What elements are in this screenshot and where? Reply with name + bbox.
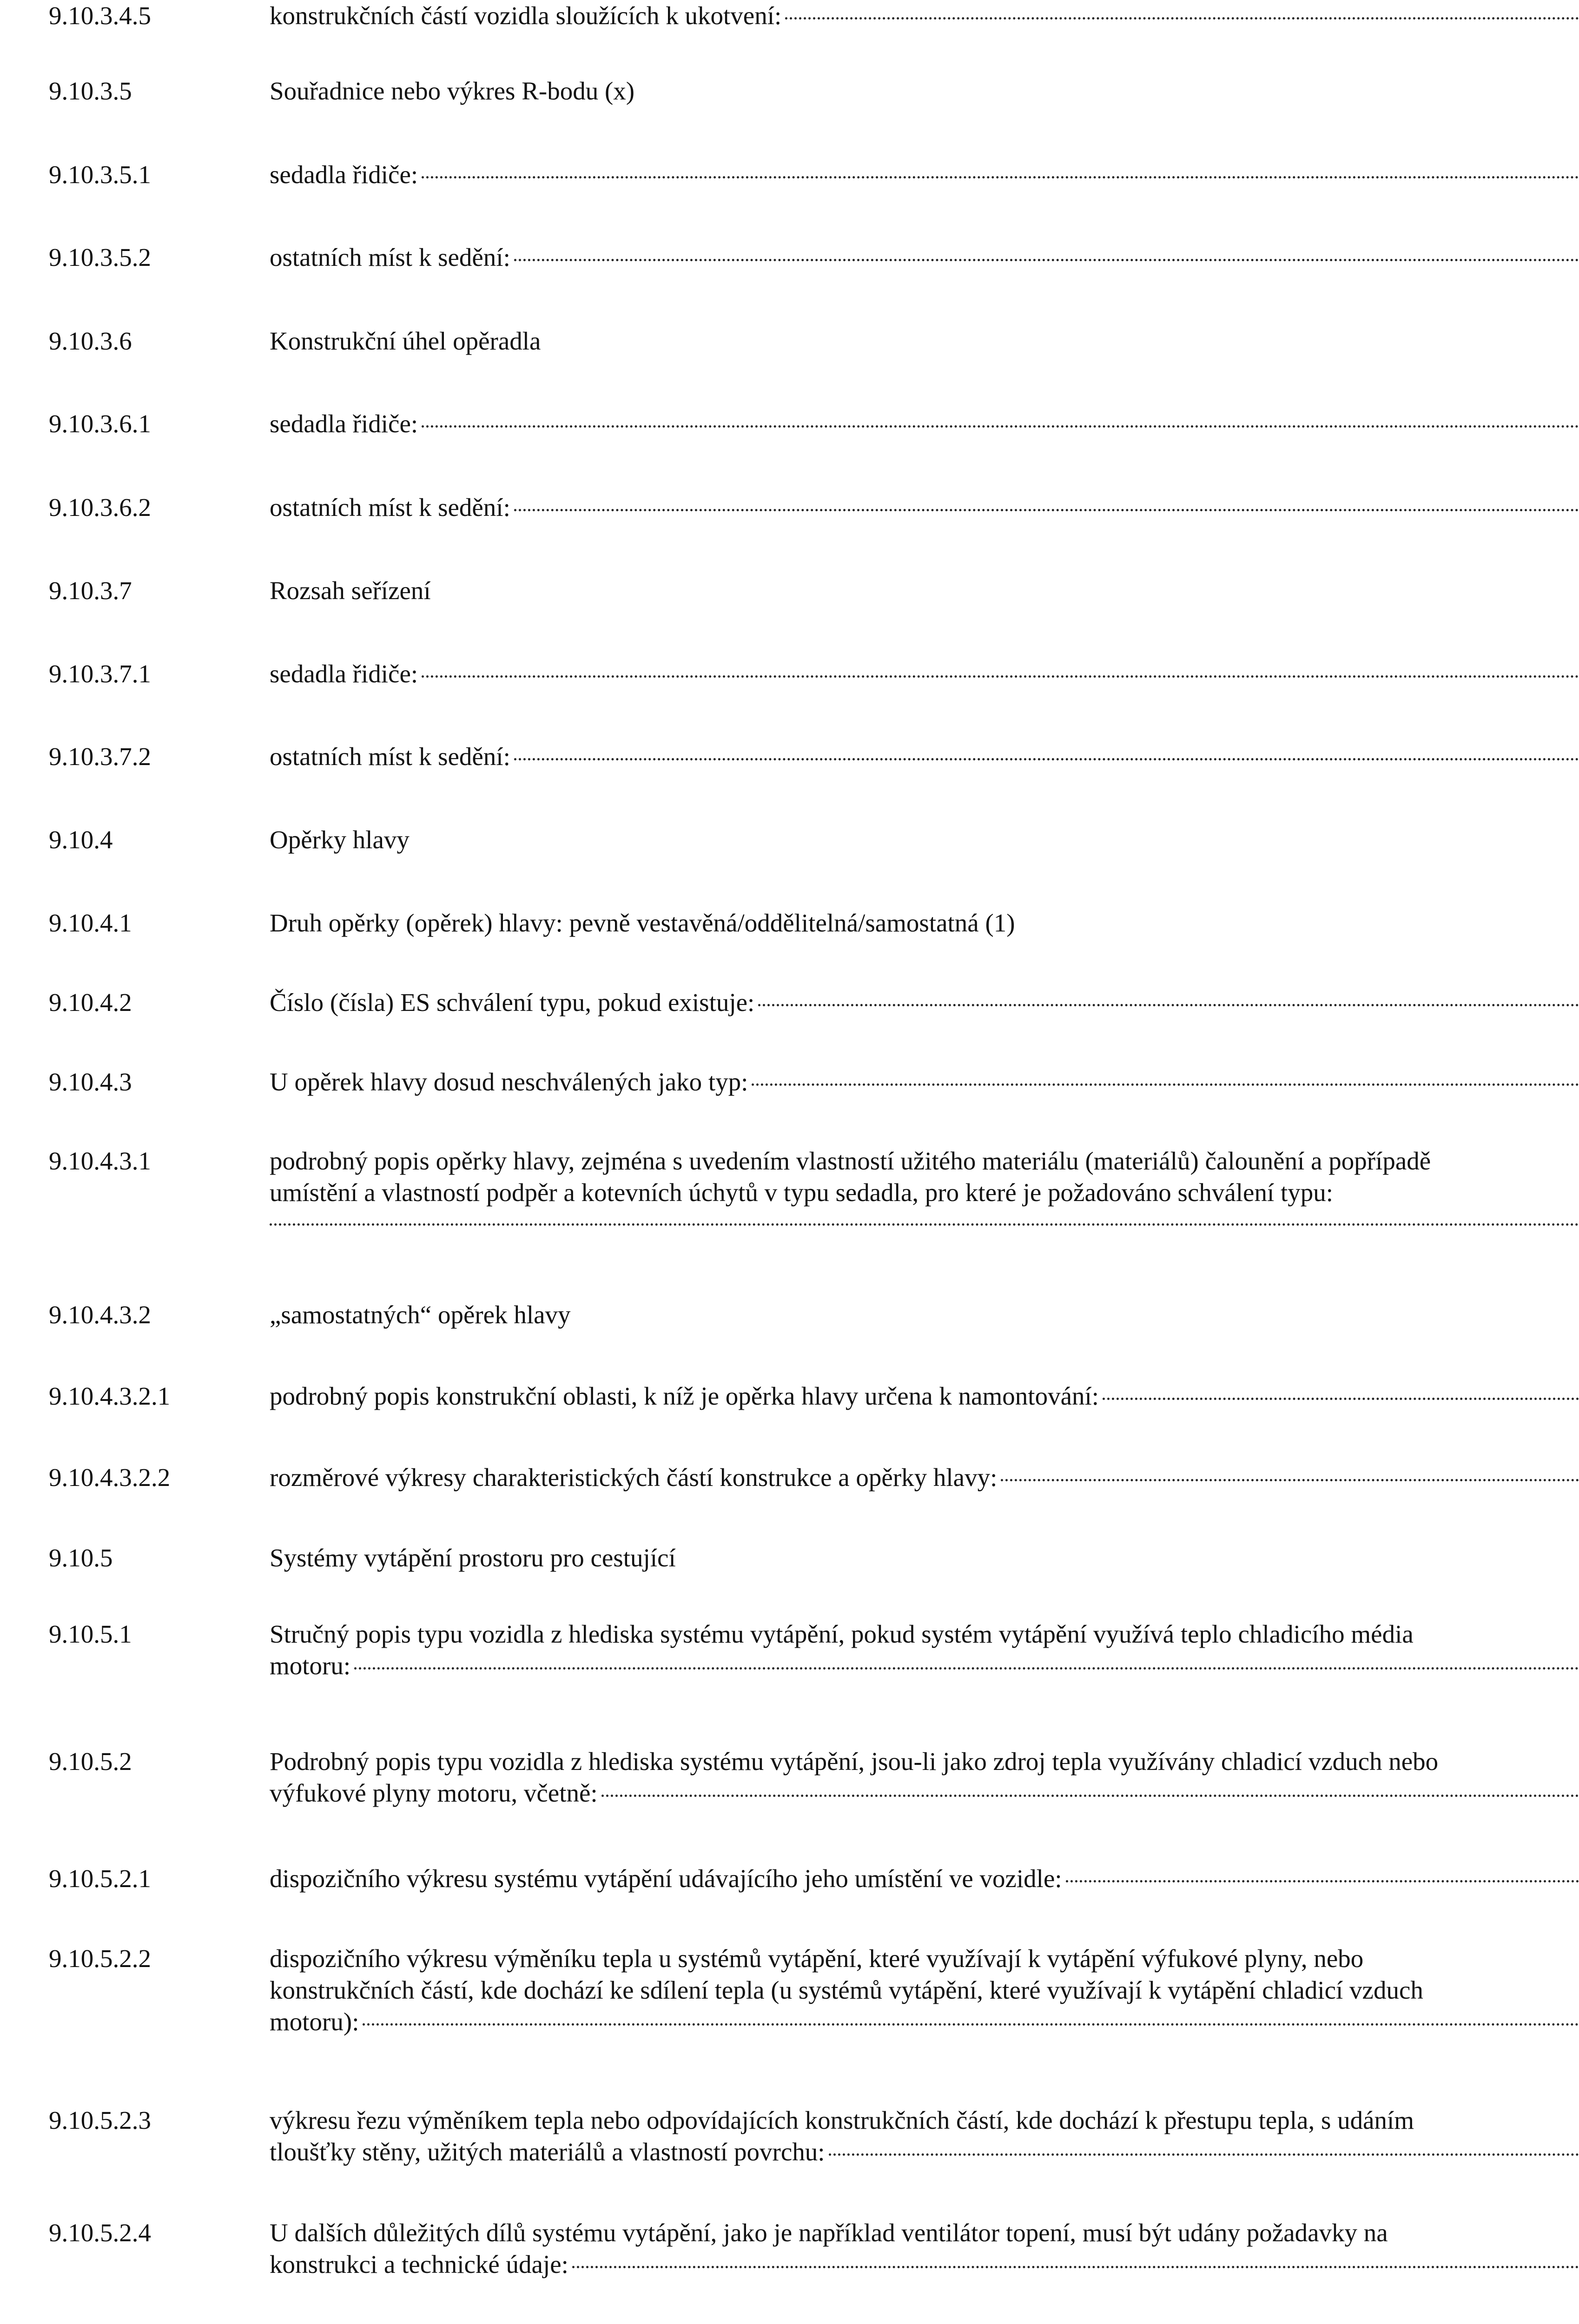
field-line: [270, 1380, 1579, 1412]
field-label: ostatních míst k sedění:: [270, 493, 510, 522]
field-label: výfukové plyny motoru, včetně:: [270, 1779, 598, 1807]
field-label: motoru):: [270, 2007, 359, 2036]
section-number: 9.10.4.3.1: [49, 1147, 151, 1175]
field-label: podrobný popis konstrukční oblasti, k níž je opěrka hlavy určena k namontování:: [270, 1382, 1099, 1410]
field-paragraph: [270, 1746, 1579, 1809]
paragraph-line: Podrobný popis typu vozidla z hlediska systému vytápění, jsou-li jako zdroj tepla využívány chladicí vzduch nebo: [270, 1747, 1439, 1776]
section-number: 9.10.5.2.2: [49, 1944, 151, 1973]
paragraph-line: podrobný popis opěrky hlavy, zejména s uvedením vlastností užitého materiálu (materiálů) čalounění a popřípadě: [270, 1147, 1431, 1175]
field-label: ostatních míst k sedění:: [270, 742, 510, 771]
field-label: sedadla řidiče:: [270, 409, 418, 438]
dotted-leader[interactable]: [354, 1667, 1579, 1670]
field-paragraph: [270, 2105, 1579, 2168]
dotted-leader[interactable]: [363, 2023, 1579, 2026]
field-line: [270, 1863, 1579, 1895]
section-number: 9.10.3.7.2: [49, 742, 151, 771]
field-paragraph: [270, 2217, 1579, 2280]
section-number: 9.10.4.2: [49, 988, 132, 1017]
section-number: 9.10.4: [49, 825, 113, 854]
dotted-leader[interactable]: [1001, 1479, 1579, 1481]
field-line: [270, 2006, 1579, 2038]
field-line: [270, 741, 1579, 772]
field-line: [270, 242, 1579, 273]
section-number: 9.10.3.5.1: [49, 160, 151, 189]
field-line: [270, 987, 1579, 1018]
section-heading: Konstrukční úhel opěradla: [270, 327, 541, 355]
dotted-leader[interactable]: [514, 509, 1579, 511]
section-number: 9.10.5.2.1: [49, 1864, 151, 1893]
section-number: 9.10.5.2.4: [49, 2218, 151, 2247]
dotted-leader[interactable]: [785, 17, 1579, 20]
field-line: [270, 658, 1579, 690]
field-label: tloušťky stěny, užitých materiálů a vlastností povrchu:: [270, 2138, 825, 2166]
paragraph-line: konstrukčních částí, kde dochází ke sdílení tepla (u systémů vytápění, které využívají k vytápění chladicí vzduch: [270, 1976, 1423, 2004]
field-label: sedadla řidiče:: [270, 660, 418, 688]
paragraph-line: výkresu řezu výměníkem tepla nebo odpovídajících konstrukčních částí, kde dochází k přestupu tepla, s udáním: [270, 2106, 1414, 2134]
field-line: [270, 0, 1579, 32]
section-number: 9.10.4.1: [49, 909, 132, 937]
section-number: 9.10.4.3.2.2: [49, 1463, 171, 1492]
field-line: [270, 2249, 1579, 2280]
paragraph-line: dispozičního výkresu výměníku tepla u systémů vytápění, které využívají k vytápění výfukové plyny, nebo: [270, 1944, 1364, 1973]
section-heading: Systémy vytápění prostoru pro cestující: [270, 1544, 676, 1572]
field-label: rozměrové výkresy charakteristických částí konstrukce a opěrky hlavy:: [270, 1463, 998, 1492]
field-paragraph: [270, 1145, 1579, 1226]
dotted-leader[interactable]: [829, 2153, 1579, 2156]
dotted-leader[interactable]: [270, 1223, 1579, 1226]
dotted-leader[interactable]: [601, 1795, 1579, 1797]
dotted-leader[interactable]: [752, 1083, 1579, 1086]
field-line: [270, 1066, 1579, 1098]
section-number: 9.10.3.4.5: [49, 1, 151, 30]
section-number: 9.10.4.3.2: [49, 1301, 151, 1329]
section-heading: „samostatných“ opěrek hlavy: [270, 1301, 571, 1329]
dotted-leader[interactable]: [758, 1004, 1579, 1006]
section-heading: Rozsah seřízení: [270, 576, 431, 605]
field-line: [270, 408, 1579, 440]
field-line: [270, 1650, 1579, 1682]
section-number: 9.10.4.3.2.1: [49, 1382, 171, 1410]
field-line: [270, 159, 1579, 191]
section-number: 9.10.3.7: [49, 576, 132, 605]
section-number: 9.10.5.1: [49, 1620, 132, 1648]
section-number: 9.10.5: [49, 1544, 113, 1572]
field-label: sedadla řidiče:: [270, 160, 418, 189]
field-line: [270, 2136, 1579, 2168]
field-paragraph: [270, 1943, 1579, 2038]
field-label: motoru:: [270, 1651, 351, 1680]
dotted-leader[interactable]: [422, 675, 1579, 678]
dotted-leader[interactable]: [514, 758, 1579, 760]
section-heading: Souřadnice nebo výkres R-bodu (x): [270, 77, 635, 105]
field-label: U opěrek hlavy dosud neschválených jako typ:: [270, 1068, 748, 1096]
section-heading: Opěrky hlavy: [270, 825, 410, 854]
section-number: 9.10.5.2: [49, 1747, 132, 1776]
field-text: Druh opěrky (opěrek) hlavy: pevně vestavěná/oddělitelná/samostatná (1): [270, 909, 1015, 937]
field-line: [270, 1777, 1579, 1809]
field-label: dispozičního výkresu systému vytápění udávajícího jeho umístění ve vozidle:: [270, 1864, 1062, 1893]
dotted-leader[interactable]: [572, 2266, 1579, 2268]
field-paragraph: [270, 1618, 1579, 1682]
paragraph-line: U dalších důležitých dílů systému vytápění, jako je například ventilátor topení, musí být udány požadavky na: [270, 2218, 1388, 2247]
field-label: konstrukčních částí vozidla sloužících k ukotvení:: [270, 1, 782, 30]
section-number: 9.10.3.6.2: [49, 493, 151, 522]
dotted-leader[interactable]: [422, 425, 1579, 428]
section-number: 9.10.3.6: [49, 327, 132, 355]
section-number: 9.10.3.5.2: [49, 243, 151, 271]
field-line: [270, 492, 1579, 523]
section-number: 9.10.4.3: [49, 1068, 132, 1096]
section-number: 9.10.3.5: [49, 77, 132, 105]
dotted-leader[interactable]: [1066, 1880, 1579, 1882]
field-label: Číslo (čísla) ES schválení typu, pokud existuje:: [270, 988, 755, 1017]
field-line: [270, 1462, 1579, 1493]
dotted-leader[interactable]: [422, 176, 1579, 178]
section-number: 9.10.5.2.3: [49, 2106, 151, 2134]
paragraph-line: umístění a vlastností podpěr a kotevních úchytů v typu sedadla, pro které je požadováno schválení typu:: [270, 1178, 1334, 1207]
section-number: 9.10.3.7.1: [49, 660, 151, 688]
dotted-leader[interactable]: [514, 259, 1579, 261]
field-label: konstrukci a technické údaje:: [270, 2250, 568, 2278]
section-number: 9.10.3.6.1: [49, 409, 151, 438]
paragraph-line: Stručný popis typu vozidla z hlediska systému vytápění, pokud systém vytápění využívá teplo chladicího média: [270, 1620, 1414, 1648]
field-label: ostatních míst k sedění:: [270, 243, 510, 271]
dotted-leader[interactable]: [1103, 1398, 1579, 1400]
